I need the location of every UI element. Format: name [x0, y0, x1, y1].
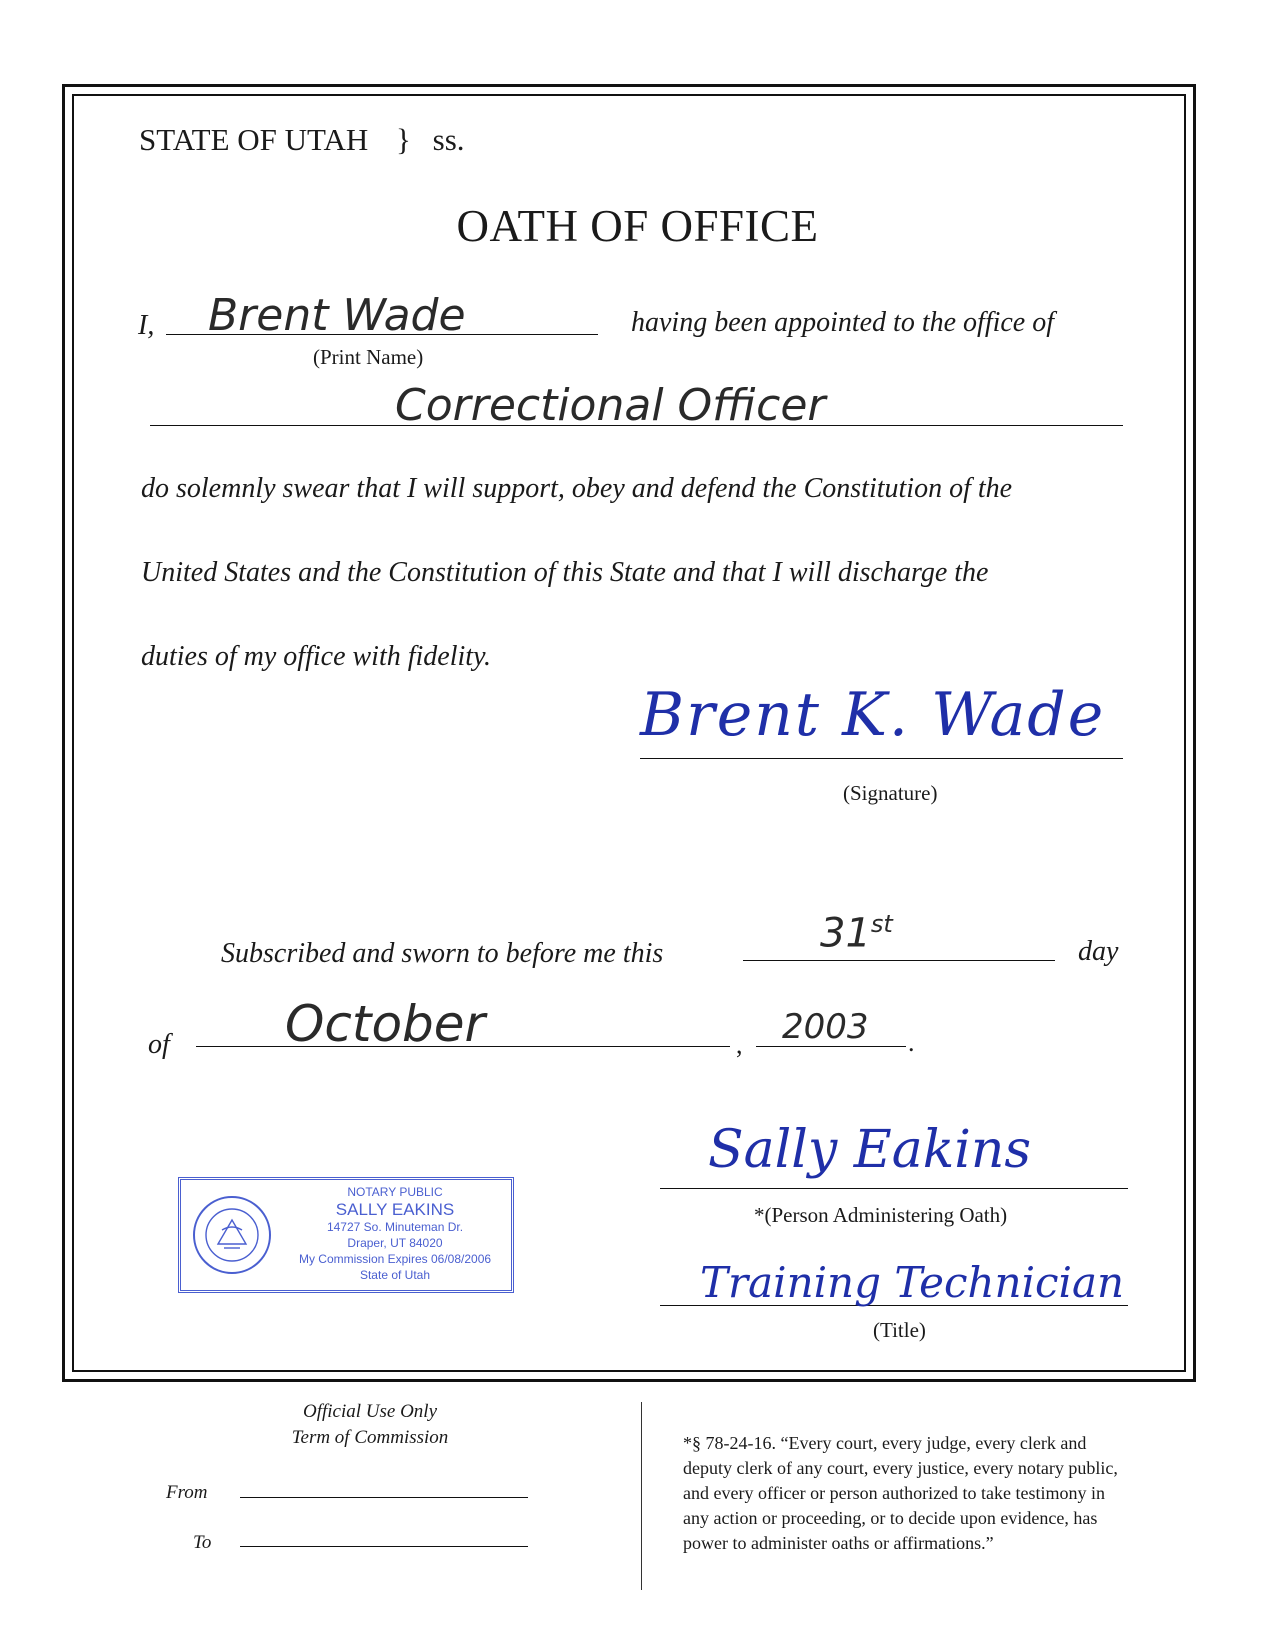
day-number: 31 [820, 910, 871, 957]
print-name-value: Brent Wade [208, 290, 466, 341]
to-field-line [240, 1546, 528, 1547]
year-period: . [908, 1028, 915, 1057]
day-line [743, 960, 1055, 961]
stamp-text [281, 1184, 509, 1283]
to-label: To [193, 1532, 212, 1553]
office-value: Correctional Officer [395, 380, 826, 431]
administrator-signature: Sally Eakins [708, 1120, 1032, 1180]
ss-label: ss. [432, 122, 465, 157]
signature-label: (Signature) [843, 781, 938, 805]
year-value: 2003 [782, 1007, 869, 1047]
state-header [139, 122, 465, 158]
oath-text-line2: United States and the Constitution of this State and that I will discharge the [141, 557, 989, 588]
from-label: From [166, 1482, 208, 1503]
footnote-line3: and every officer or person authorized to take testimony in [683, 1483, 1106, 1503]
month-value: October [285, 995, 486, 1053]
signature-line [640, 758, 1123, 759]
day-suffix: st [870, 910, 893, 938]
state-label: STATE OF UTAH [139, 122, 369, 157]
administrator-title-value: Training Technician [700, 1258, 1125, 1307]
subscribed-text: Subscribed and sworn to before me this [221, 938, 664, 969]
stamp-line-expires: My Commission Expires 06/08/2006 [298, 1252, 492, 1266]
day-label: day [1078, 936, 1119, 967]
page-title: OATH OF OFFICE [456, 201, 819, 251]
i-prefix: I, [138, 310, 155, 341]
oath-text-line1: do solemnly swear that I will support, obey and defend the Constitution of the [141, 473, 1013, 504]
official-use-heading [180, 1399, 560, 1451]
stamp-line-city: Draper, UT 84020 [347, 1236, 443, 1250]
oath-signature: Brent K. Wade [640, 680, 1106, 750]
footnote-line2: deputy clerk of any court, every justice, every notary public, [683, 1458, 1118, 1478]
print-name-label: (Print Name) [313, 345, 424, 369]
footer-divider [641, 1402, 642, 1590]
brace-symbol: } [396, 122, 411, 157]
footnote-line1: *§ 78-24-16. “Every court, every judge, every clerk and [683, 1433, 1087, 1453]
notary-stamp [178, 1177, 514, 1293]
from-field-line [240, 1497, 528, 1498]
footnote-line4: any action or proceeding, or to decide upon evidence, has [683, 1508, 1098, 1528]
stamp-line-street: 14727 So. Minuteman Dr. [326, 1220, 464, 1234]
title-label: (Title) [873, 1318, 926, 1342]
stamp-line-state: State of Utah [359, 1268, 431, 1282]
state-seal-icon [191, 1194, 273, 1276]
statute-footnote [683, 1431, 1118, 1556]
administrator-signature-line [660, 1188, 1128, 1189]
footnote-line5: power to administer oaths or affirmations.” [683, 1533, 994, 1553]
administrator-label: *(Person Administering Oath) [754, 1203, 1008, 1227]
appointed-text: having been appointed to the office of [631, 307, 1055, 338]
stamp-line-notary: NOTARY PUBLIC [347, 1185, 443, 1199]
oath-text-line3: duties of my office with fidelity. [141, 641, 491, 672]
of-label: of [148, 1029, 170, 1060]
stamp-line-name: SALLY EAKINS [335, 1200, 455, 1219]
day-value [820, 910, 893, 956]
month-comma: , [736, 1030, 743, 1059]
official-use-label: Official Use Only [302, 1401, 438, 1422]
term-of-commission-label: Term of Commission [291, 1427, 449, 1448]
